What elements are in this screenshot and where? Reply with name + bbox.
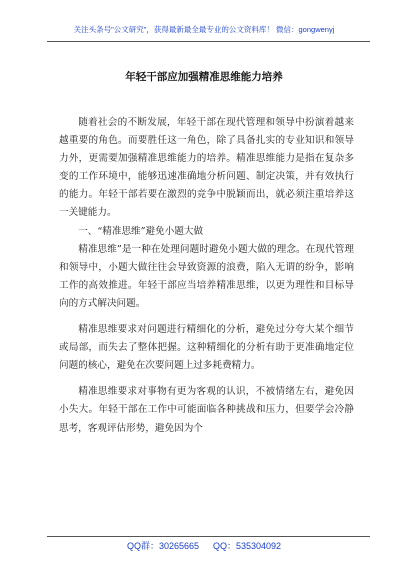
footer-qq-contact: QQ：535304092 <box>212 541 282 551</box>
paragraph-2: 精准思维”是一种在处理问题时避免小题大做的理念。在现代管理和领导中，小题大做往往会导致资源的浪费，陷入无谓的纷争，影响工作的高效推进。年轻干部应当培养精准思维，以更为理性和目标导向的方式解决问题。 <box>59 243 354 309</box>
paragraph-3: 精准思维要求对问题进行精细化的分析，避免过分夸大某个细节或局部，而失去了整体把握。这种精细化的分析有助于更准确地定位问题的核心，避免在次要问题上过多耗费精力。 <box>59 324 354 372</box>
document-body <box>59 114 354 438</box>
header-divider <box>47 41 370 42</box>
footer-divider <box>47 536 370 537</box>
footer-qq-group: QQ群：30265665 <box>126 541 199 551</box>
section-heading-1: 一、“精准思维”避免小题大做 <box>78 225 204 237</box>
paragraph-intro: 随着社会的不断发展，年轻干部在现代管理和领导中扮演着越来越重要的角色。而要胜任这一角色，除了具备扎实的专业知识和领导力外，更需要加强精准思维能力的培养。精准思维能力是指在复杂多变的工作环境中，能够迅速准确地分析问题、制定决策，并有效执行的能力。年轻干部若要在激烈的竞争中脱颖而出，就必须注重培养这一关键能力。 <box>59 117 354 219</box>
document-title: 年轻干部应加强精准思维能力培养 <box>125 71 283 83</box>
page-header-banner: 关注头条号"公文研究"，获得最新最全最专业的公文资料库！ 微信：gongwenyj <box>73 25 335 34</box>
paragraph-4: 精准思维要求对事物有更为客观的认识，不被情绪左右，避免因小失大。年轻干部在工作中可能面临各种挑战和压力，但要学会冷静思考，客观评估形势，避免因为个 <box>59 386 354 434</box>
page-footer <box>0 539 408 552</box>
